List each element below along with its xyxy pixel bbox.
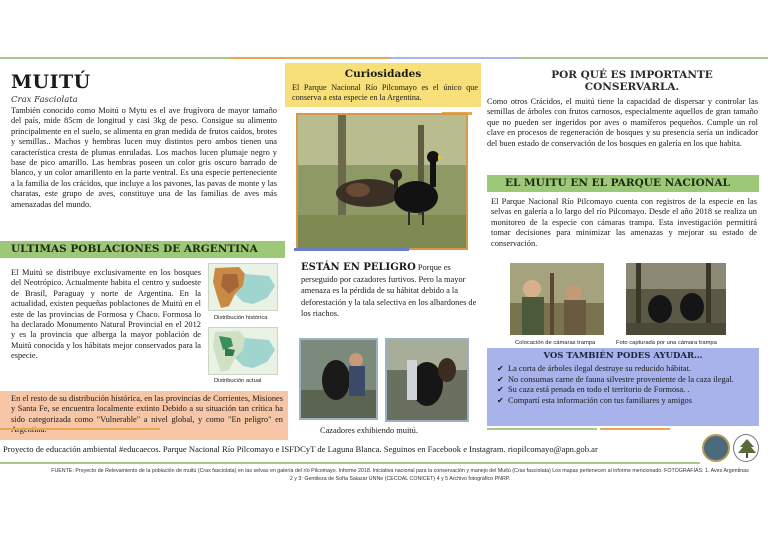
curiosidades-text: El Parque Nacional Río Pilcomayo es el único que conserva a esta especie en la Argentina. bbox=[292, 83, 478, 103]
extinction-note-text: En el resto de su distribución histórica, en las provincias de Corrientes, Misiones y Santa Fe, se encuentra localmente extinto Debido a su situación tan crítica ha sido categorizada como "Vulnerable" a nivel global, y como "En peligro" en bbox=[11, 394, 283, 424]
camera-trap-capture-photo bbox=[626, 263, 726, 335]
check-icon: ✔ bbox=[497, 364, 504, 373]
page-title: MUITÚ bbox=[11, 71, 91, 93]
divider bbox=[390, 57, 520, 59]
divider bbox=[487, 428, 597, 430]
current-distribution-map bbox=[208, 327, 278, 375]
help-list bbox=[497, 364, 755, 406]
camera-trap-setup-caption: Colocación de cámaras trampa bbox=[515, 340, 596, 346]
list-item: ✔ La corta de árboles ilegal destruye su reducido hábitat. bbox=[497, 364, 692, 373]
peligro-block bbox=[301, 262, 477, 319]
map-caption-historic: Distribución histórica bbox=[214, 315, 268, 321]
hunter-photo-2 bbox=[385, 338, 469, 422]
map-caption-current: Distribución actual bbox=[214, 378, 262, 384]
park-logo-icon bbox=[702, 434, 730, 462]
hunters-caption: Cazadores exhibiendo muitú. bbox=[320, 426, 418, 435]
hunter-photo-1 bbox=[299, 338, 378, 420]
importance-title: POR QUÉ ES IMPORTANTE CONSERVARLA. bbox=[551, 69, 713, 93]
camera-trap-setup-photo bbox=[510, 263, 604, 335]
divider bbox=[520, 57, 768, 59]
ultimas-text: El Muitú se distribuye exclusivamente en los bosques del Neotrópico. Actualmente habita el centro y sudoeste de Brasil, Paraguay y norte de Argentina. En la actualidad, existen pequeñas poblaciones de Muitú en el este de las provincias de Formosa y Chaco. Formosa lo ha declarado Monumento Natural Provincial en el 2012 y es la provincia que alberga la mayor población de Muitú conocida y los hábitats mejor conservados para la especie. bbox=[11, 268, 201, 361]
importance-text: Como otros Crácidos, el muitú tiene la capacidad de dispersar y controlar las semillas de árboles con frutos carnosos, especialmente aquellos de gran tamaño que no pueden ser ingeridos por aves o mamíferos pequeños. Cumple un rol clave en procesos de regeneración de bosques y su presencia sería un indicador del buen estado de conservación de los bosques en galería en los que habita. bbox=[487, 97, 758, 148]
check-icon: ✔ bbox=[497, 374, 504, 384]
peligro-title: ESTÁN EN PELIGRO bbox=[301, 262, 416, 273]
parque-text: El Parque Nacional Río Pilcomayo cuenta con registros de la especie en las selvas en galería a lo largo del río Pilcomayo. Desde el año 2018 se realiza un monitoreo de la especie con cámaras trampa. Esta investigación permitirá tomar decisiones para minimizar las amenazas y mejorar su estado de conservación. bbox=[491, 197, 757, 248]
list-item: ✔ Compartí esta información con tus familiares y amigos bbox=[497, 395, 692, 405]
peligro-text: Porque es perseguido por cazadores furtivos. Pero la mayor amenaza es la pérdida de su hábitat debido a la deforestación y la tala selectiva en los albardones de los riachos. bbox=[301, 263, 477, 319]
sources-text: FUENTE: Proyecto de Relevamiento de la población de muitú (Crax fasciolata) en las selvas en galería del río Pilcomayo. Informe 2018. Iniciativa nacional para la conservación y manejo del Muitú (Crax fasciolata) Los mapas pertenecen al informe mencionado. FOTOGRAFÍAS: 1. Aves Argentinas 2 y 3: Gentileza de Sofía Salazar UNNe (CECOAL CONICET) 4 y 5 Archivo fotográfico PNRP. bbox=[51, 468, 749, 482]
divider bbox=[600, 428, 670, 430]
intro-text: También conocido como Moitú o Mytu es el ave frugívora de mayor tamaño del país, mide 85cm de longitud y casi 3kg de peso. Consigue su alimento principalmente en el suelo, se alimenta en gran medida de frutos caídos, brotes y semillas.. Machos y hembras lucen muy distintos pero ambos tienen una característica cresta de plumas enruladas. Los machos lucen plumaje negro y base de pico amarillo. Las hembras poseen un color gris oscuro barrado de blanco, y un color amarillento en la parte ventral. Es una especie perteneciente a la familia de los crácidos, que incluye a los pavones, las pavas de monte y las charatas, este grupo de aves, constituye una de las familias de aves más amenazadas del mundo. bbox=[11, 106, 277, 209]
muitu-pair-photo bbox=[296, 113, 468, 250]
parque-header: EL MUITU EN EL PARQUE NACIONAL bbox=[487, 175, 759, 192]
check-icon: ✔ bbox=[497, 395, 504, 405]
list-item: ✔ Su caza está penada en todo el territorio de Formosa. . bbox=[497, 385, 690, 395]
divider bbox=[230, 57, 390, 59]
decoration bbox=[294, 248, 409, 251]
help-title: VOS TAMBIÉN PODES AYUDAR… bbox=[543, 351, 703, 361]
divider bbox=[0, 57, 230, 59]
divider bbox=[0, 428, 160, 430]
camera-trap-capture-caption: Foto capturada por una cámara trampa bbox=[616, 340, 717, 346]
historic-distribution-map bbox=[208, 263, 278, 311]
ultimas-header: ULTIMAS POBLACIONES DE ARGENTINA bbox=[0, 241, 285, 258]
check-icon: ✔ bbox=[497, 385, 504, 395]
scientific-name: Crax Fasciolata bbox=[11, 95, 78, 105]
list-item: ✔ No consumas carne de fauna silvestre proveniente de la caza ilegal. bbox=[497, 374, 734, 384]
institute-logo-icon bbox=[733, 434, 759, 462]
footer-text: Proyecto de educación ambiental #educaecos. Parque Nacional Río Pilcomayo e ISFDCyT de Laguna Blanca. Seguinos en Facebook e Instagram. riopilcomayo@apn.gob.ar bbox=[3, 444, 598, 454]
divider bbox=[0, 462, 700, 464]
curiosidades-title: Curiosidades bbox=[344, 68, 422, 80]
